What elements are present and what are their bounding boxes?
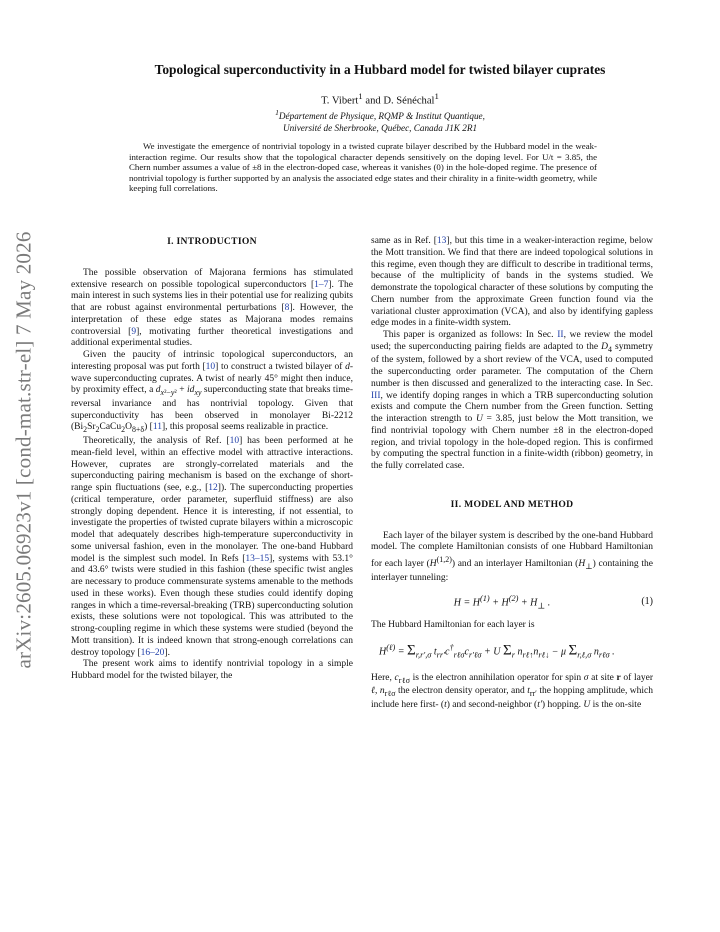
author-list: T. Vibert$^1$ and D. Sénéchal$^1$ bbox=[321, 91, 439, 107]
equation-number: (1) bbox=[641, 596, 653, 608]
equation-1-body: $H = H^{(1)} + H^{(2)} + H_\perp$ . bbox=[453, 593, 551, 611]
left-column bbox=[71, 236, 353, 683]
paragraph: Here, $c_{r\ell\sigma}$ is the electron annihilation operator for spin σ at site r of layer ℓ, $n_{r\ell\sigma}$ the electron density operator, and $t_{rr'}$ the hopping amplitude, which include here first- (t) and second-neighbor (t′) hopping. U is the on-site bbox=[371, 672, 654, 710]
right-column bbox=[371, 236, 653, 712]
section-heading-model: II. MODEL AND METHOD bbox=[450, 498, 574, 510]
paragraph: same as in Ref. [13], but this time in a weaker-interaction regime, below the Mott transition. We find that there are indeed topological solutions in this regime, even though they are difficult to describe in traditional terms, because of the multiplicity of bands in the systems studied. We demonstrate the topological character of these solutions by computing the Chern number from the approximate Green function found via the variational cluster approximation (VCA), and also by identifying gapless edge modes in a finite-width system. bbox=[371, 236, 653, 329]
equation-2: $H^{(\ell)} = \Sigma_{r,r',\sigma}$ $t_{rr'}c^\dagger_{r\ell\sigma}c_{r'\ell\sigma} + U$ $\Sigma_r$ $n_{r\ell↑}n_{r\ell↓} - \mu$ $\Sigma_{r,\ell,\sigma}$ $n_{r\ell\sigma}$ . bbox=[379, 641, 615, 659]
abstract-text: We investigate the emergence of nontrivial topology in a twisted cuprate bilayer described by the Hubbard model in the weak-interaction regime. Our results show that the topological character depends sensitively on the doping level. For U/t = 3.85, the Chern number assumes a value of ±8 in the electron-doped case, whereas it vanishes (0) in the hole-doped regime. The presence of nontrivial topology is further supported by an analysis the associated edge states and their chirality in a finite-width geometry, while keeping full correlations. bbox=[129, 141, 597, 194]
section-heading-introduction: I. INTRODUCTION bbox=[167, 236, 257, 247]
abstract bbox=[129, 141, 597, 194]
paragraph: Each layer of the bilayer system is described by the one-band Hubbard model. The complete Hamiltonian consists of one Hubbard Hamiltonian for each layer $(H^{(1,2)})$ and an interlayer Hamiltonian $(H_\perp)$ containing the interlayer tunneling: bbox=[371, 530, 653, 583]
paragraph: The Hubbard Hamiltonian for each layer is bbox=[371, 619, 535, 630]
paragraph: This paper is organized as follows: In Sec. II, we review the model used; the superconducting pairing fields are adapted to the $D_4$ symmetry of the system, followed by a short review of the VCA, used to computed the superconducting order parameter. The computation of the Chern number is then discussed and generalized to the interacting case. In Sec. III, we identify doping ranges in which a TRB superconducting solution exists and compute the Chern number from the Green function. Setting the interaction strength to U = 3.85, just below the Mott transition, we find nontrivial topology with Chern number ±8 in the electron-doped region, and trivial topology in the hole-doped region. This is confirmed by computing the spectral function in a finite-width (ribbon) geometry, in the fully correlated case. bbox=[371, 330, 653, 472]
paper-title: Topological superconductivity in a Hubbard model for twisted bilayer cuprates bbox=[154, 62, 606, 77]
equation-1 bbox=[371, 593, 653, 612]
paragraph: Theoretically, the analysis of Ref. [10] has been performed at he mean-field level, within an effective model with attractive interactions. However, cuprates are strongly-correlated materials and the superconducting pairing mechanism is based on the exchange of short-range spin fluctuations (see, e.g., [12]). The superconducting properties (critical temperature, order parameter, superfluid stiffness) are also strongly doping dependent. Hence it is interesting, if not essential, to investigate the properties of twisted cuprate bilayers within a microscopic model that adequately describes high-temperature superconductivity in some universal fashion, even in the monolayer. The one-band Hubbard model is the simplest such model. In Refs [13–15], systems with 53.1° and 43.6° twists were studied in this fashion (these specific twist angles are necessary to produce commensurate systems amenable to the methods used in these works). Even though these studies could identify doping ranges in which a time-reversal-breaking (TRB) superconducting solution exists, these solutions were not topological. This was attributed to the strong-coupling regime in which these systems were studied (beyond the Mott transition). It is indeed known that strong-enough correlations can destroy topology [16–20]. bbox=[71, 436, 353, 658]
paragraph: The present work aims to identify nontrivial topology in a simple Hubbard model for the twisted bilayer, the bbox=[71, 659, 353, 682]
arxiv-identifier: arXiv:2605.06923v1 [cond-mat.str-el] 7 May 2026 bbox=[11, 231, 36, 669]
paragraph: Given the paucity of intrinsic topological superconductors, an interesting proposal was put forth [10] to construct a twisted bilayer of d-wave superconducting cuprates. A twist of nearly 45° might then induce, by proximity effect, a $d_{x^2-y^2} + id_{xy}$ superconducting state that breaks time-reversal invariance and has nontrivial topology. Given that superconductivity has been observed in monolayer Bi-2212 $(Bi_2Sr_2CaCu_2O_{8+\delta})$ [11], this proposal seems realizable in practice. bbox=[71, 350, 353, 435]
affiliation: $^1$Département de Physique, RQMP & Institut Quantique, Université de Sherbrooke, Québec, Canada J1K 2R1 bbox=[275, 108, 485, 133]
arxiv-sidebar-stamp bbox=[6, 230, 42, 670]
paragraph: The possible observation of Majorana fermions has stimulated extensive research on possible topological superconductors [1–7]. The main interest in such systems lies in their potential use for realizing qubits that are robust against environmental perturbations [8]. However, the interpretation of these edge states as Majorana modes remains controversial [9], motivating further theoretical investigations and additional experimental studies. bbox=[71, 267, 353, 349]
